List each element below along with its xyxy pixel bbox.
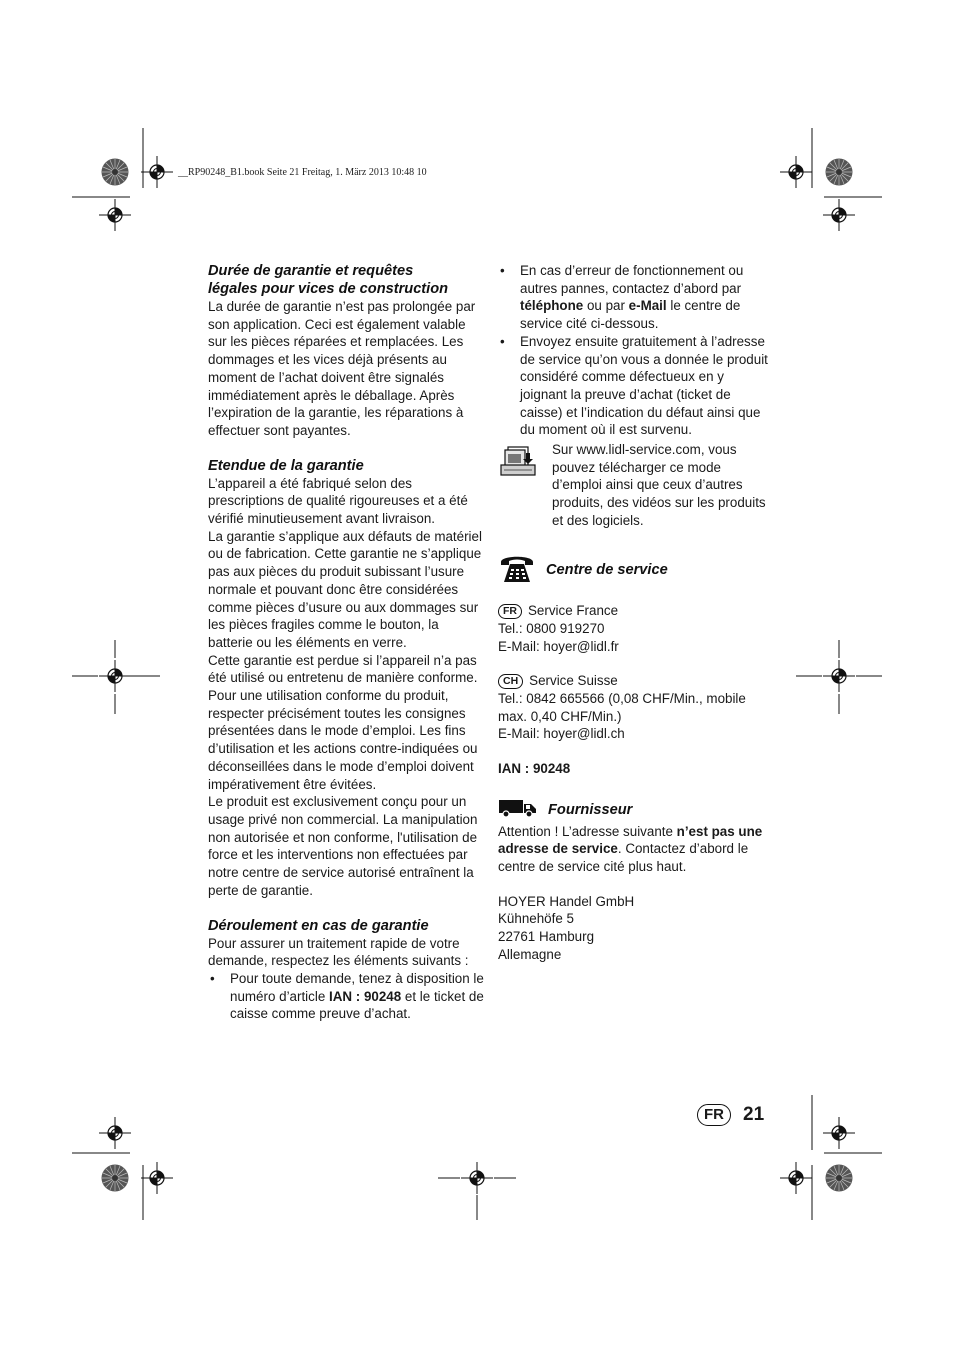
registration-mark-icon — [823, 199, 855, 231]
bullet-list — [498, 262, 774, 439]
email-address: E-Mail: hoyer@lidl.ch — [498, 726, 625, 742]
paragraph: La garantie s’applique aux défauts de matériel ou de fabrication. Cette garantie ne s’applique pas aux pièces du produit subissant l’usure normale et pouvant donc être considérées comme pièces d’usure ou aux dommages sur les pièces fragiles comme le bouton, la batterie ou les éléments en verre. — [208, 528, 482, 650]
phone-number: Tel.: 0842 665566 (0,08 CHF/Min., mobile max. 0,40 CHF/Min.) — [498, 691, 746, 724]
service-center-heading — [498, 552, 774, 589]
registration-mark-icon — [141, 1162, 173, 1194]
paragraph: Pour assurer un traitement rapide de votre demande, respectez les éléments suivants : — [208, 935, 469, 969]
paragraph: La durée de garantie n’est pas prolongée par son application. Ceci est également valable sur les pièces réparées et remplacées. Les dommages et les vices déjà présents au moment de l’achat doivent être signalés immédiatement après le déballage. Après l’expiration de la garantie, les réparations à effectuer sont payantes. — [208, 299, 476, 438]
paragraph: Attention ! L’adresse suivante n’est pas une adresse de service. Contactez d’abord le centre de service cité plus haut. — [498, 823, 763, 874]
email-address: E-Mail: hoyer@lidl.fr — [498, 638, 619, 654]
phone-number: Tel.: 0800 919270 — [498, 620, 605, 636]
list-item: • En cas d’erreur de fonctionnement ou autres pannes, contactez d’abord par téléphone ou par e-Mail le centre de service cité ci-dessous. — [498, 262, 774, 333]
article-number: IAN : 90248 — [498, 761, 571, 777]
paragraph: L’appareil a été fabriqué selon des prescriptions de qualité rigoureuses et a été vérifié minutieusement avant livraison. — [208, 475, 468, 527]
supplier-heading — [498, 798, 774, 823]
right-column — [498, 262, 774, 964]
list-item: • Envoyez ensuite gratuitement à l’adresse de service qu’on vous a donnée le produit considéré comme défectueux en y joignant la preuve d’achat (ticket de caisse) et l’indication du défaut ainsi que du moment où il est survenu. — [498, 333, 774, 439]
website-note-text: Sur www.lidl-service.com, vous pouvez télécharger ce mode d’emploi ainsi que ceux d’autres produits, des vidéos sur les produits et des logiciels. — [552, 442, 766, 528]
language-badge: FR — [697, 1104, 731, 1126]
page-footer — [697, 1104, 764, 1126]
computer-download-icon — [498, 441, 542, 486]
paragraph: Cette garantie est perdue si l’appareil n’a pas été utilisé ou entretenu de manière conforme. Pour une utilisation conforme du produit, respecter précisément toutes les consignes présentées dans le mode d’emploi. Les fins d’utilisation et les actions contre-indiquées ou déconseillées dans le mode d’emploi doivent impérativement être évitées. — [208, 652, 478, 792]
registration-mark-icon — [99, 1117, 131, 1149]
address-line: HOYER Handel GmbH — [498, 893, 635, 909]
service-france: FR Service France — [498, 602, 774, 620]
address-line: Kühnehöfe 5 — [498, 911, 574, 927]
color-calibration-wheel-icon — [826, 159, 853, 186]
registration-mark-icon — [141, 156, 173, 188]
bullet-list — [208, 970, 484, 1023]
section-title-warranty-duration: Durée de garantie et requêtes légales pour vices de construction — [208, 263, 449, 297]
registration-mark-icon — [780, 1162, 812, 1194]
print-slug: __RP90248_B1.book Seite 21 Freitag, 1. März 2013 10:48 10 — [178, 167, 427, 178]
registration-mark-icon — [99, 660, 131, 692]
address-line: Allemagne — [498, 946, 562, 962]
registration-mark-icon — [461, 1162, 493, 1194]
supplier-title: Fournisseur — [548, 802, 633, 819]
color-calibration-wheel-icon — [102, 159, 129, 186]
section-title-warranty-scope: Etendue de la garantie — [208, 457, 364, 474]
registration-mark-icon — [823, 660, 855, 692]
address-line: 22761 Hamburg — [498, 929, 595, 945]
service-center-title: Centre de service — [546, 561, 668, 578]
country-badge-ch: CH — [498, 674, 523, 689]
list-item: • Pour toute demande, tenez à disposition le numéro d’article IAN : 90248 et le ticket de caisse comme preuve d’achat. — [208, 970, 484, 1023]
registration-mark-icon — [823, 1117, 855, 1149]
color-calibration-wheel-icon — [826, 1165, 853, 1192]
country-badge-fr: FR — [498, 604, 522, 619]
delivery-truck-icon — [498, 798, 538, 823]
left-column — [208, 262, 484, 1023]
telephone-icon — [498, 552, 536, 589]
registration-mark-icon — [99, 199, 131, 231]
section-title-warranty-procedure: Déroulement en cas de garantie — [208, 917, 429, 934]
page-number: 21 — [743, 1104, 765, 1125]
paragraph: Le produit est exclusivement conçu pour un usage privé non commercial. La manipulation non autorisée et non conforme, l'utilisation de force et les interventions non effectuées par notre centre de service autorisé entraînent la perte de garantie. — [208, 794, 478, 898]
service-switzerland: CH Service Suisse — [498, 672, 774, 690]
website-note — [498, 441, 774, 530]
color-calibration-wheel-icon — [102, 1165, 129, 1192]
registration-mark-icon — [780, 156, 812, 188]
